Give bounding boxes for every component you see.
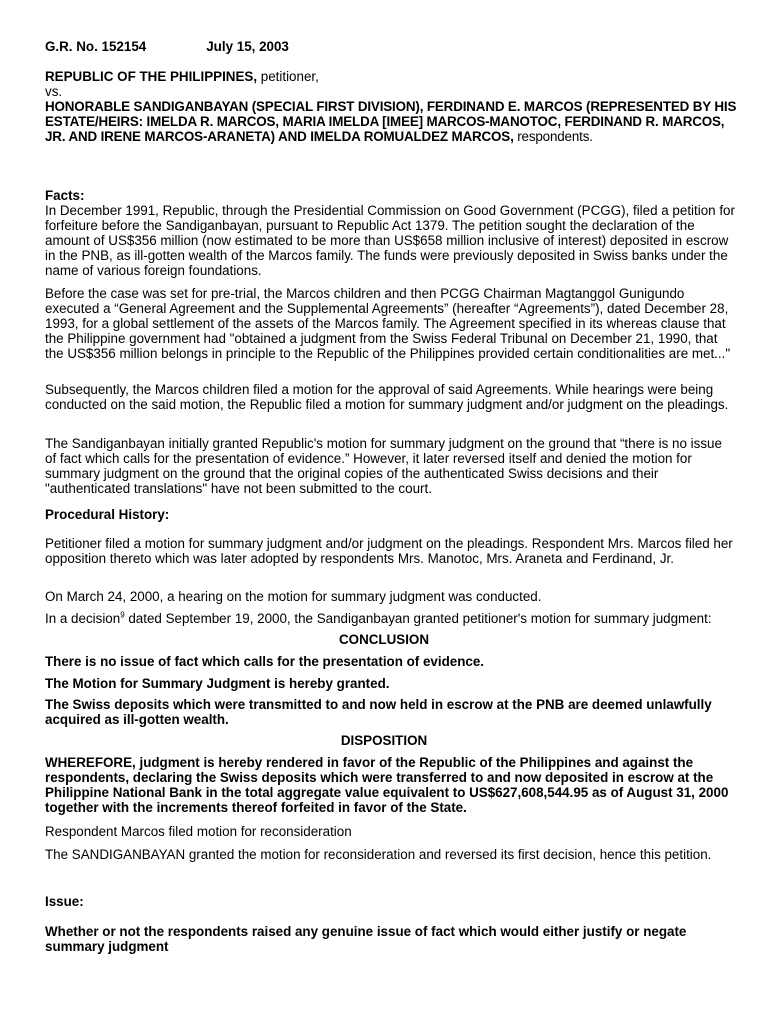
issue-text: Whether or not the respondents raised any genuine issue of fact which would either justify or negate summary judgment [45, 924, 687, 954]
respondents-block [45, 99, 745, 144]
versus-line: vs. [45, 84, 63, 99]
procedural-paragraph-3: In a decision$^9$ dated September 19, 2000, the Sandiganbayan granted petitioner's motion for summary judgment: [45, 610, 712, 626]
respondents-role: respondents. [513, 129, 593, 144]
petitioner-name: REPUBLIC OF THE PHILIPPINES, [45, 69, 258, 84]
issue-heading: Issue: [45, 894, 84, 909]
petitioner-line [45, 69, 735, 84]
footnote-marker: 9 [120, 610, 125, 620]
conclusion-heading: CONCLUSION [338, 632, 429, 647]
conclusion-line-3: The Swiss deposits which were transmitted to and now held in escrow at the PNB are deemed unlawfully acquired as ill-gotten wealth. [45, 697, 712, 727]
conclusion-line-1: There is no issue of fact which calls for the presentation of evidence. [45, 654, 485, 669]
facts-paragraph-2: Before the case was set for pre-trial, the Marcos children and then PCGG Chairman Magtanggol Gunigundo executed a “General Agreement and the Supplemental Agreements” (hereafter “Agreements”), dated December 28, 1993, for a global settlement of the assets of the Marcos family. The Agreement specified in its whereas clause that the Philippine government had "obtained a judgment from the Swiss Federal Tribunal on December 21, 1990, that the US$356 million belongs in principle to the Republic of the Philippines provided certain conditionalities are met..." [45, 286, 731, 361]
procedural-paragraph-5: The SANDIGANBAYAN granted the motion for reconsideration and reversed its first decision, hence this petition. [45, 847, 712, 862]
case-date: July 15, 2003 [206, 39, 289, 54]
procedural-paragraph-1: Petitioner filed a motion for summary judgment and/or judgment on the pleadings. Respondent Mrs. Marcos filed her opposition thereto which was later adopted by respondents Mrs. Manotoc, Mrs. Araneta and Ferdinand, Jr. [45, 536, 733, 566]
facts-paragraph-1: In December 1991, Republic, through the Presidential Commission on Good Government (PCGG), filed a petition for forfeiture before the Sandiganbayan, pursuant to Republic Act 1379. The petition sought the declaration of the amount of US$356 million (now estimated to be more than US$658 million inclusive of interest) deposited in escrow in the PNB, as ill-gotten wealth of the Marcos family. The funds were previously deposited in Swiss banks under the name of various foreign foundations. [45, 203, 735, 278]
petitioner-role: petitioner, [257, 69, 319, 84]
procedural-paragraph-4: Respondent Marcos filed motion for reconsideration [45, 824, 352, 839]
case-header [45, 39, 735, 54]
procedural-paragraph-2: On March 24, 2000, a hearing on the motion for summary judgment was conducted. [45, 589, 542, 604]
procedural-history-heading: Procedural History: [45, 507, 170, 522]
disposition-text: WHEREFORE, judgment is hereby rendered in favor of the Republic of the Philippines and against the respondents, declaring the Swiss deposits which were transferred to and now deposited in escrow at the Philippine National Bank in the total aggregate value equivalent to US$627,608,544.95 as of August 31, 2000 together with the increments thereof forfeited in favor of the State. [45, 755, 729, 815]
conclusion-line-2: The Motion for Summary Judgment is hereby granted. [45, 676, 390, 691]
facts-heading: Facts: [45, 188, 85, 203]
facts-paragraph-3: Subsequently, the Marcos children filed a motion for the approval of said Agreements. While hearings were being conducted on the said motion, the Republic filed a motion for summary judgment and/or judgment on the pleadings. [45, 382, 729, 412]
respondents-names: HONORABLE SANDIGANBAYAN (SPECIAL FIRST DIVISION), FERDINAND E. MARCOS (REPRESENTED BY HIS ESTATE/HEIRS: IMELDA R. MARCOS, MARIA IMELDA [IMEE] MARCOS-MANOTOC, FERDINAND R. MARCOS, JR. AND IRENE MARCOS-ARANETA) AND IMELDA ROMUALDEZ MARCOS, [45, 99, 737, 144]
facts-paragraph-4: The Sandiganbayan initially granted Republic's motion for summary judgment on the ground that “there is no issue of fact which calls for the presentation of evidence.” However, it later reversed itself and denied the motion for summary judgment on the ground that the original copies of the authenticated Swiss decisions and their "authenticated translations" have not been submitted to the court. [45, 436, 722, 496]
case-number: G.R. No. 152154 [45, 39, 147, 54]
disposition-heading: DISPOSITION [340, 733, 428, 748]
